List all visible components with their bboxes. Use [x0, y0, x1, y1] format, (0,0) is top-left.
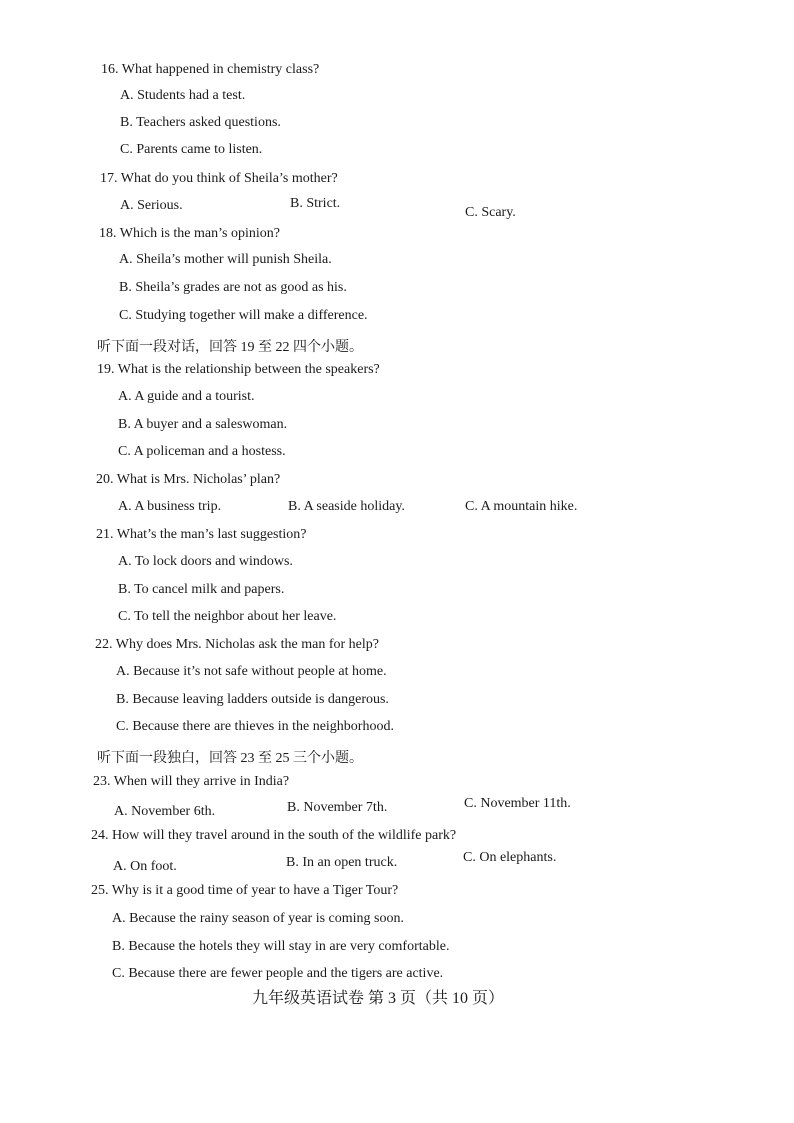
option-19b: B. A buyer and a saleswoman.: [118, 417, 288, 432]
section-instruction: 听下面一段对话，回答 19 至 22 四个小题。: [97, 340, 363, 355]
option-17c: C. Scary.: [465, 205, 516, 220]
option-24a: A. On foot.: [113, 859, 177, 874]
option-25c: C. Because there are fewer people and the tigers are active.: [112, 966, 444, 981]
option-20a: A. A business trip.: [118, 499, 222, 514]
question-number: 16.: [101, 62, 119, 77]
option-22c: C. Because there are thieves in the neighborhood.: [116, 719, 394, 734]
question-24: [91, 828, 456, 844]
option-16b: B. Teachers asked questions.: [120, 115, 281, 130]
section-instruction: 听下面一段独白，回答 23 至 25 三个小题。: [97, 751, 363, 766]
option-19c: C. A policeman and a hostess.: [118, 444, 286, 459]
option-16c: C. Parents came to listen.: [120, 142, 263, 157]
option-25a: A. Because the rainy season of year is coming soon.: [112, 911, 404, 926]
question-text: Which is the man’s opinion?: [119, 226, 280, 241]
option-22b: B. Because leaving ladders outside is dangerous.: [116, 692, 389, 707]
page-footer: 九年级英语试卷 第 3 页（共 10 页）: [252, 990, 505, 1007]
question-text: When will they arrive in India?: [113, 774, 290, 789]
question-text: What’s the man’s last suggestion?: [116, 527, 307, 542]
question-number: 25.: [91, 883, 109, 898]
option-18a: A. Sheila’s mother will punish Sheila.: [119, 252, 332, 267]
option-17a: A. Serious.: [120, 198, 183, 213]
question-text: What is the relationship between the speakers?: [117, 362, 380, 377]
question-number: 22.: [95, 637, 113, 652]
option-22a: A. Because it’s not safe without people at home.: [116, 664, 387, 679]
question-number: 19.: [97, 362, 115, 377]
question-16: [101, 62, 319, 78]
option-24b: B. In an open truck.: [286, 855, 398, 870]
question-number: 18.: [99, 226, 117, 241]
option-23b: B. November 7th.: [287, 800, 388, 815]
option-24c: C. On elephants.: [463, 850, 557, 865]
question-20: [96, 472, 280, 488]
option-19a: A. A guide and a tourist.: [118, 389, 255, 404]
question-number: 20.: [96, 472, 114, 487]
question-22: [95, 637, 379, 653]
question-18: [99, 226, 280, 242]
option-25b: B. Because the hotels they will stay in are very comfortable.: [112, 939, 450, 954]
question-text: What happened in chemistry class?: [121, 62, 320, 77]
question-text: Why does Mrs. Nicholas ask the man for help?: [115, 637, 379, 652]
question-text: Why is it a good time of year to have a Tiger Tour?: [111, 883, 399, 898]
question-number: 24.: [91, 828, 109, 843]
option-21b: B. To cancel milk and papers.: [118, 582, 285, 597]
option-21c: C. To tell the neighbor about her leave.: [118, 609, 337, 624]
question-25: [91, 883, 398, 899]
question-21: [96, 527, 307, 543]
question-text: What is Mrs. Nicholas’ plan?: [116, 472, 281, 487]
question-17: [100, 171, 338, 187]
question-text: How will they travel around in the south of the wildlife park?: [112, 828, 457, 843]
option-18b: B. Sheila’s grades are not as good as his.: [119, 280, 347, 295]
question-number: 23.: [93, 774, 111, 789]
option-23a: A. November 6th.: [114, 804, 216, 819]
option-21a: A. To lock doors and windows.: [118, 554, 293, 569]
option-23c: C. November 11th.: [464, 796, 571, 811]
option-17b: B. Strict.: [290, 196, 341, 211]
option-18c: C. Studying together will make a difference.: [119, 308, 368, 323]
question-number: 21.: [96, 527, 114, 542]
option-20c: C. A mountain hike.: [465, 499, 578, 514]
option-20b: B. A seaside holiday.: [288, 499, 405, 514]
option-16a: A. Students had a test.: [120, 88, 246, 103]
question-23: [93, 774, 289, 790]
question-number: 17.: [100, 171, 118, 186]
question-text: What do you think of Sheila’s mother?: [120, 171, 338, 186]
question-19: [97, 362, 380, 378]
